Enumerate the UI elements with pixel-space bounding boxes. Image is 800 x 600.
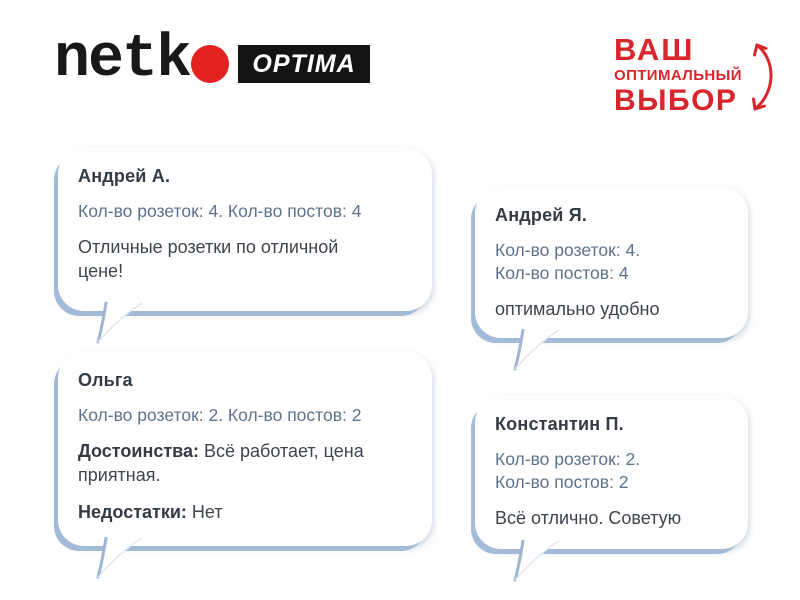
logo-red-dot-icon	[191, 45, 229, 83]
review-stats: Кол-во розеток: 2. Кол-во постов: 2	[495, 449, 641, 493]
logo-series-badge: OPTIMA	[238, 45, 370, 83]
review-card-body	[58, 148, 432, 311]
review-card-andrey-ya	[475, 187, 748, 338]
review-text: Достоинства: Всё работает, цена приятная. Недостатки: Нет	[78, 441, 364, 522]
tagline-line2: ОПТИМАЛЬНЫЙ	[614, 66, 742, 84]
tagline-text	[614, 34, 742, 117]
tagline-line1: ВАШ	[614, 32, 695, 67]
reviewer-name: Андрей А.	[78, 166, 171, 186]
tagline-line3: ВЫБОР	[614, 84, 738, 118]
speech-tail-icon	[505, 329, 567, 373]
review-stats: Кол-во розеток: 4. Кол-во постов: 4	[78, 201, 362, 221]
review-text: Всё отлично. Советую	[495, 508, 682, 529]
review-card-konstantin	[475, 396, 748, 549]
logo-wordmark: netk	[54, 26, 191, 94]
review-stats: Кол-во розеток: 4. Кол-во постов: 4	[495, 240, 641, 284]
speech-tail-icon	[88, 537, 150, 581]
review-card-andrey-a	[58, 148, 432, 311]
tagline-block	[614, 34, 784, 118]
review-card-body	[475, 187, 748, 338]
speech-tail-icon	[505, 540, 567, 584]
review-stats: Кол-во розеток: 2. Кол-во постов: 2	[78, 405, 362, 425]
speech-tail-icon	[88, 302, 150, 346]
netko-logo	[54, 26, 370, 94]
reviewer-name: Андрей Я.	[495, 205, 588, 225]
review-card-body	[58, 352, 432, 546]
curved-arrow-icon	[748, 36, 784, 118]
review-text: оптимально удобно	[495, 299, 660, 320]
reviewer-name: Константин П.	[495, 414, 624, 434]
review-card-body	[475, 396, 748, 549]
review-card-olga	[58, 352, 432, 546]
review-text: Отличные розетки по отличной цене!	[78, 237, 339, 281]
reviewer-name: Ольга	[78, 370, 133, 390]
